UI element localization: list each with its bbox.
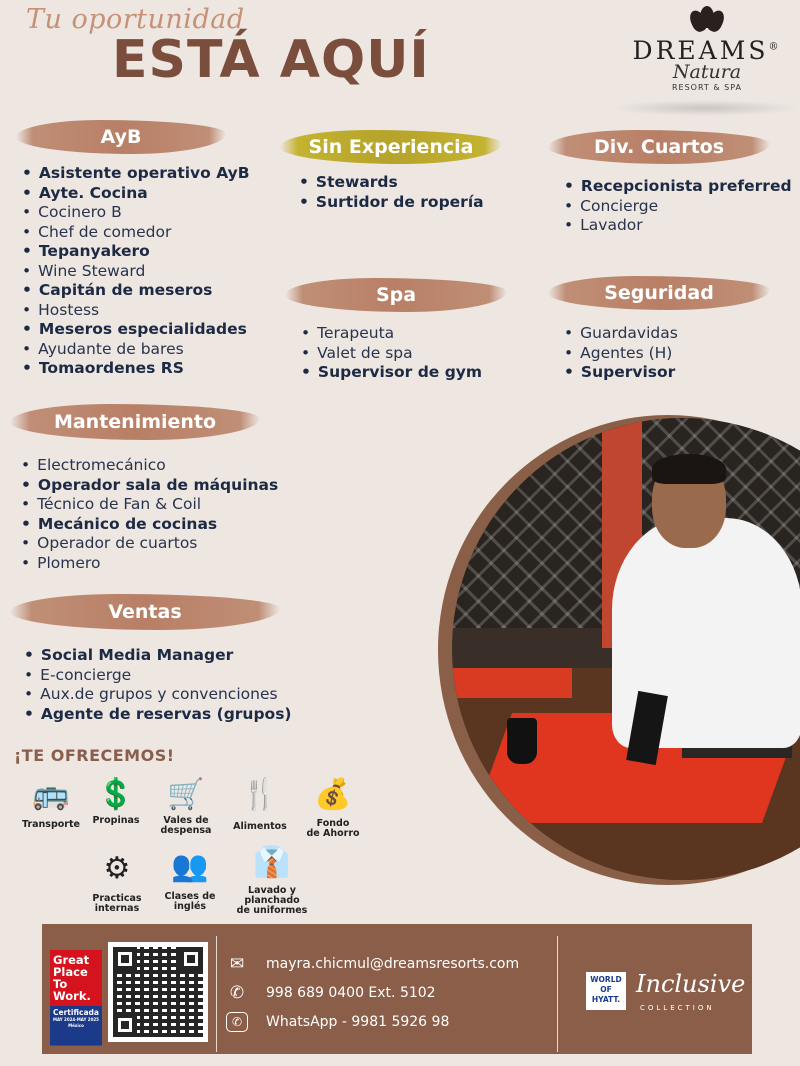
job-list-spa (301, 324, 482, 383)
inclusive-logo: Inclusive (636, 970, 746, 998)
benefit-label: Alimentos (233, 821, 287, 832)
job-item: • Ayudante de bares (22, 340, 250, 360)
job-list-seguridad (564, 324, 678, 383)
job-item: • Asistente operativo AyB (22, 164, 250, 184)
job-item: • Lavador (564, 216, 792, 236)
job-item: • Agentes (H) (564, 344, 678, 364)
benefits-title: ¡TE OFRECEMOS! (14, 746, 175, 765)
job-item: • Capitán de meseros (22, 281, 250, 301)
job-item: • Ayte. Cocina (22, 184, 250, 204)
job-item: • E-concierge (24, 666, 292, 686)
gptw-cert: Certificada MAY 2024-MAY 2025 México (50, 1006, 102, 1045)
job-item: • Valet de spa (301, 344, 482, 364)
benefit-propinas (76, 774, 156, 826)
job-item: • Meseros especialidades (22, 320, 250, 340)
job-item: • Aux.de grupos y convenciones (24, 685, 292, 705)
section-title-ayb: AyB (16, 120, 226, 154)
bus-icon: 🚌 (32, 776, 70, 812)
tagline: Tu oportunidad (26, 4, 245, 35)
section-title-ventas: Ventas (10, 594, 280, 630)
benefit-fondo (293, 774, 373, 839)
section-title-div-cuartos: Div. Cuartos (548, 130, 770, 164)
section-title-spa: Spa (285, 278, 507, 312)
job-list-ayb (22, 164, 250, 379)
job-item: • Mecánico de cocinas (21, 515, 278, 535)
benefit-label: Transporte (22, 819, 80, 830)
job-item: • Wine Steward (22, 262, 250, 282)
benefit-lavado (232, 842, 312, 916)
contact-email[interactable] (226, 954, 546, 974)
job-item: • Surtidor de ropería (299, 193, 484, 213)
job-item: • Agente de reservas (grupos) (24, 705, 292, 725)
job-item: • Operador sala de máquinas (21, 476, 278, 496)
benefit-label: Clases de inglés (164, 891, 216, 912)
gptw-line: Work. (53, 989, 91, 1003)
job-item: • Tomaordenes RS (22, 359, 250, 379)
benefit-practicas (77, 848, 157, 914)
benefit-label: Propinas (92, 815, 140, 826)
job-item: • Supervisor de gym (301, 363, 482, 383)
collection-label: COLLECTION (640, 1004, 715, 1012)
great-place-to-work-badge (50, 950, 102, 1046)
benefit-clases (150, 846, 230, 912)
job-item: • Guardavidas (564, 324, 678, 344)
savings-icon: 💰 (314, 776, 352, 812)
job-item: • Plomero (21, 554, 278, 574)
brand-tag: RESORT & SPA (671, 83, 743, 92)
job-list-sin-experiencia (299, 173, 484, 212)
section-title-mantenimiento: Mantenimiento (10, 404, 260, 440)
whatsapp-icon: ✆ (226, 1012, 248, 1032)
job-item: • Supervisor (564, 363, 678, 383)
gptw-line: To (53, 977, 68, 991)
phone-icon: ✆ (229, 983, 245, 1003)
headline: ESTÁ AQUÍ (112, 30, 430, 90)
phone-text: 998 689 0400 Ext. 5102 (266, 985, 436, 1001)
qr-code[interactable] (108, 942, 208, 1042)
gptw-line: Place (53, 965, 88, 979)
uniform-icon: 👔 (253, 844, 291, 880)
job-item: • Cocinero B (22, 203, 250, 223)
benefit-label: Vales de despensa (160, 815, 212, 836)
job-item: • Recepcionista preferred (564, 177, 792, 197)
email-text: mayra.chicmul@dreamsresorts.com (266, 956, 520, 972)
job-list-mantenimiento (21, 456, 278, 573)
whatsapp-text: WhatsApp - 9981 5926 98 (266, 1014, 450, 1030)
waiter-photo (452, 418, 800, 880)
section-title-sin-experiencia: Sin Experiencia (280, 130, 502, 164)
job-item: • Terapeuta (301, 324, 482, 344)
job-item: • Hostess (22, 301, 250, 321)
food-icon: 🍴 (241, 776, 279, 812)
benefit-vales (146, 774, 226, 836)
job-item: • Tepanyakero (22, 242, 250, 262)
job-item: • Chef de comedor (22, 223, 250, 243)
tip-icon: 💲 (97, 776, 135, 812)
benefit-label: Fondo de Ahorro (306, 818, 360, 839)
job-list-div-cuartos (564, 177, 792, 236)
job-item: • Técnico de Fan & Coil (21, 495, 278, 515)
brand-divider (610, 100, 800, 116)
job-item: • Concierge (564, 197, 792, 217)
gptw-line: Great (53, 953, 90, 967)
contact-phone[interactable] (226, 983, 546, 1003)
job-item: • Electromecánico (21, 456, 278, 476)
practice-icon: ⚙ (103, 850, 131, 886)
world-of-hyatt-logo: WORLD OF HYATT. (586, 972, 626, 1010)
benefit-label: Lavado y planchado de uniformes (236, 885, 308, 916)
benefit-alimentos (220, 774, 300, 832)
voucher-icon: 🛒 (167, 776, 205, 812)
job-item: • Stewards (299, 173, 484, 193)
class-icon: 👥 (171, 848, 209, 884)
mail-icon: ✉ (229, 954, 245, 974)
section-title-seguridad: Seguridad (548, 276, 770, 310)
footer-divider (557, 936, 558, 1052)
contact-whatsapp[interactable] (226, 1012, 546, 1032)
job-item: • Social Media Manager (24, 646, 292, 666)
job-item: • Operador de cuartos (21, 534, 278, 554)
benefit-label: Practicas internas (92, 893, 142, 914)
footer-divider (216, 936, 217, 1052)
job-list-ventas (24, 646, 292, 724)
shell-logo-icon (687, 6, 727, 34)
brand-sub: Natura (672, 61, 742, 83)
brand-name: DREAMS® (632, 36, 782, 65)
